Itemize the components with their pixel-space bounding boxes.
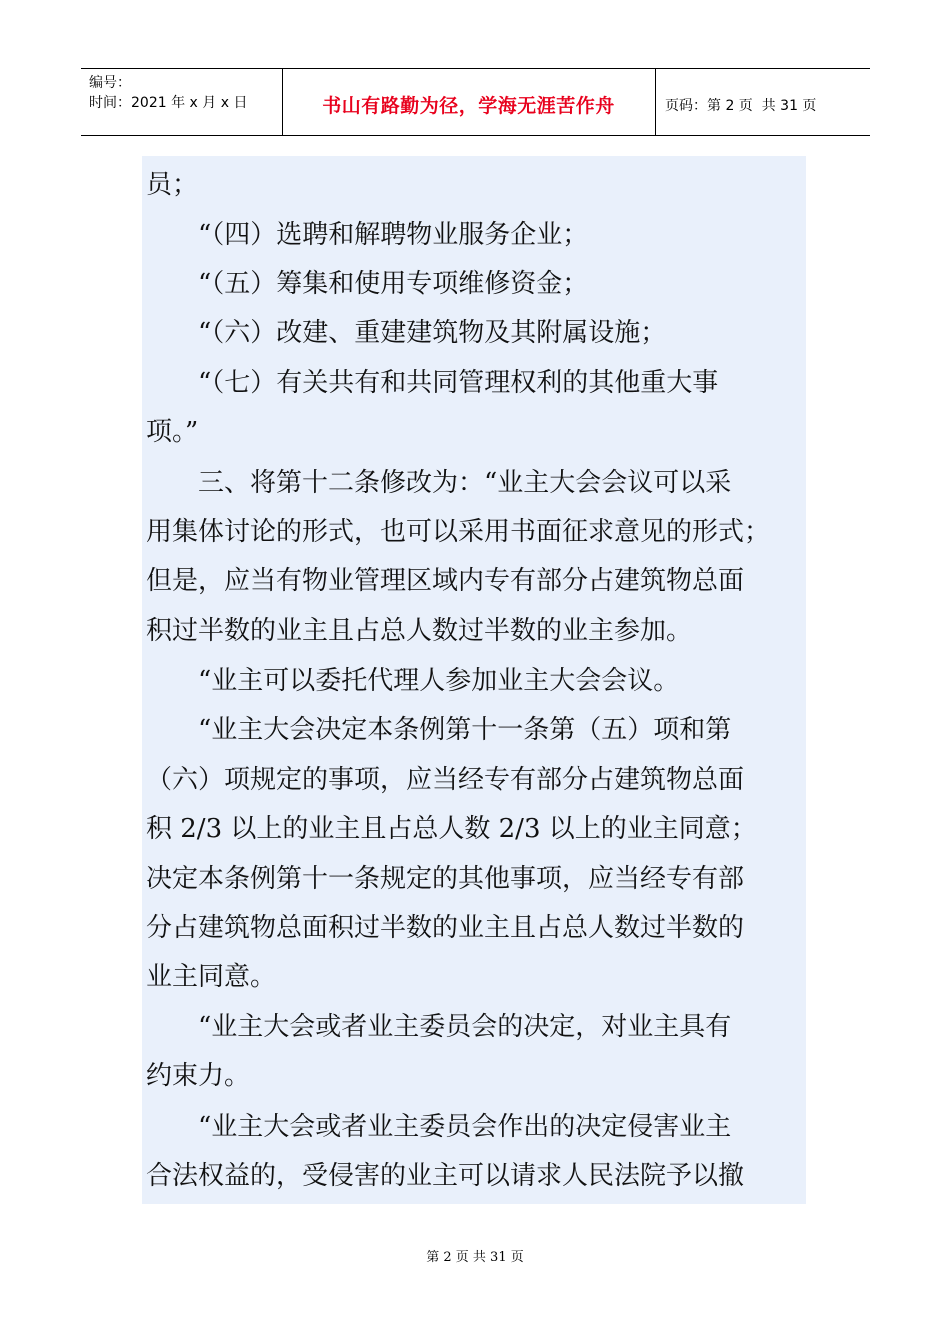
body-line: 约束力。 [146, 1061, 251, 1091]
header-motto: 书山有路勤为径，学海无涯苦作舟 [322, 95, 615, 117]
body-line: 但是，应当有物业管理区域内专有部分占建筑物总面 [146, 566, 745, 596]
document-body [142, 156, 806, 1204]
body-line: 项。” [146, 417, 199, 447]
body-line: “（七）有关共有和共同管理权利的其他重大事 [146, 368, 719, 398]
page-footer: 第 2 页 共 31 页 [426, 1250, 524, 1265]
body-line: 决定本条例第十一条规定的其他事项，应当经专有部 [146, 864, 745, 894]
body-line: “（五）筹集和使用专项维修资金； [146, 269, 589, 299]
body-line: “业主大会或者业主委员会的决定，对业主具有 [146, 1012, 732, 1042]
body-line: 分占建筑物总面积过半数的业主且占总人数过半数的 [146, 913, 745, 943]
header-divider [655, 69, 656, 136]
header-meta [89, 73, 247, 113]
body-line: “（六）改建、重建建筑物及其附属设施； [146, 318, 667, 348]
body-line: 三、将第十二条修改为：“业主大会会议可以采 [146, 468, 732, 498]
document-date-label: 时间：2021 年 x 月 x 日 [89, 95, 248, 111]
body-line: “业主大会或者业主委员会作出的决定侵害业主 [146, 1112, 732, 1142]
document-number-label: 编号： [89, 75, 131, 91]
body-line: “（四）选聘和解聘物业服务企业； [146, 220, 589, 250]
body-line: 业主同意。 [146, 962, 277, 992]
body-line: “业主大会决定本条例第十一条第（五）项和第 [146, 715, 732, 745]
header-page-info: 页码：第 2 页 共 31 页 [665, 98, 817, 114]
body-line: 积过半数的业主且占总人数过半数的业主参加。 [146, 616, 693, 646]
body-line: （六）项规定的事项，应当经专有部分占建筑物总面 [146, 765, 745, 795]
body-line: 合法权益的，受侵害的业主可以请求人民法院予以撤 [146, 1161, 745, 1191]
body-line: 积 2/3 以上的业主且占总人数 2/3 以上的业主同意； [146, 814, 757, 844]
page-header [81, 68, 870, 136]
body-line: 用集体讨论的形式，也可以采用书面征求意见的形式； [146, 517, 771, 547]
body-line: “业主可以委托代理人参加业主大会会议。 [146, 666, 680, 696]
body-line: 员； [146, 170, 199, 200]
